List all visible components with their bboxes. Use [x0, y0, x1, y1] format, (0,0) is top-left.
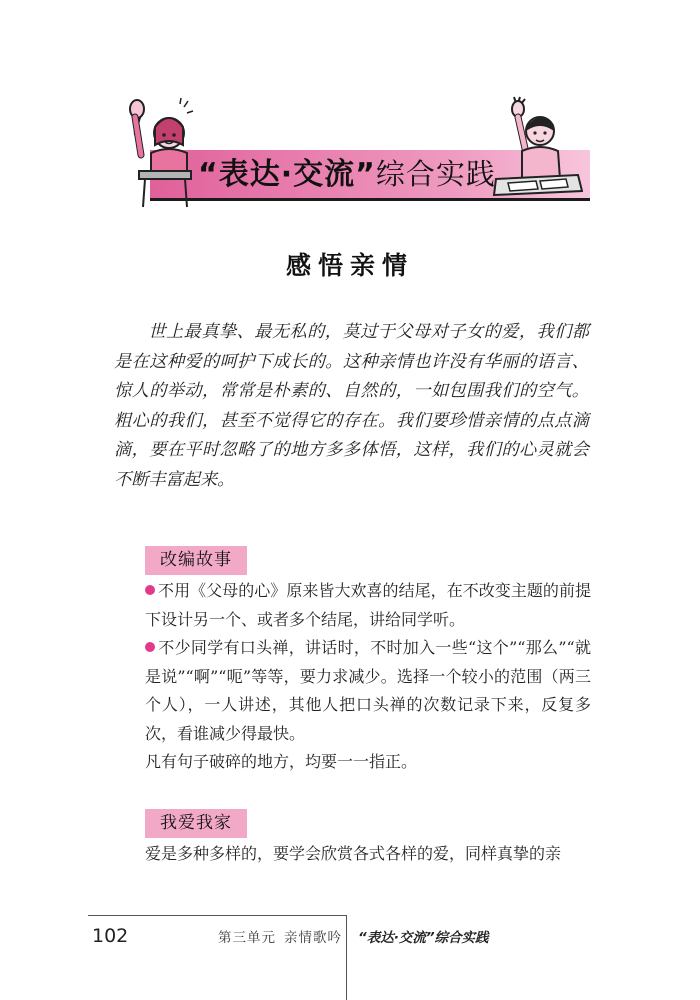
footer-unit-title: 亲情歌吟 [284, 930, 342, 946]
intro-paragraph: 世上最真挚、最无私的，莫过于父母对子女的爱，我们都是在这种爱的呵护下成长的。这种亲情也许没有华丽的语言、惊人的举动，常常是朴素的、自然的，一如包围我们的空气。粗心的我们，甚至不觉得它的存在。我们要珍惜亲情的点点滴滴，要在平时忽略了的地方多多体悟，这样，我们的心灵就会不断丰富起来。 [114, 322, 589, 490]
girl-raising-hand-illustration [125, 95, 195, 210]
section-heading-love-my-home: 我爱我家 [145, 809, 247, 838]
page-title: 感悟亲情 [285, 251, 414, 280]
footer-series-title: “表达·交流”综合实践 [358, 930, 489, 946]
footer-divider [346, 915, 347, 1000]
banner-title-bold: “表达·交流” [198, 157, 376, 192]
section-heading-adapt-story: 改编故事 [145, 546, 247, 575]
section1-paragraph-1-text: 不用《父母的心》原来皆大欢喜的结尾，在不改变主题的前提下设计另一个、或者多个结尾，讲给同学听。 [145, 581, 591, 629]
footer-unit [218, 926, 342, 946]
page-number: 102 [92, 925, 129, 947]
banner-title [198, 150, 496, 198]
boy-raising-hand-illustration [488, 95, 583, 210]
bullet-dot-icon [145, 585, 155, 595]
footer-rule [88, 915, 346, 916]
section1-paragraph-2-text: 不少同学有口头禅，讲话时，不时加入一些“这个”“那么”“就是说”“啊”“呃”等等，要力求减少。选择一个较小的范围（两三个人），一人讲述，其他人把口头禅的次数记录下来，反复多次，看谁减少得最快。 [145, 638, 591, 743]
bullet-dot-icon [145, 642, 155, 652]
section1-paragraph-3: 凡有句子破碎的地方，均要一一指正。 [145, 752, 418, 771]
banner-title-rest: 综合实践 [375, 157, 496, 191]
section1-paragraph-1 [145, 577, 591, 634]
section1-paragraph-2 [145, 634, 591, 748]
section2-paragraph-1: 爱是多种多样的，要学会欣赏各式各样的爱，同样真挚的亲 [145, 844, 562, 863]
footer-unit-number: 第三单元 [218, 930, 276, 946]
